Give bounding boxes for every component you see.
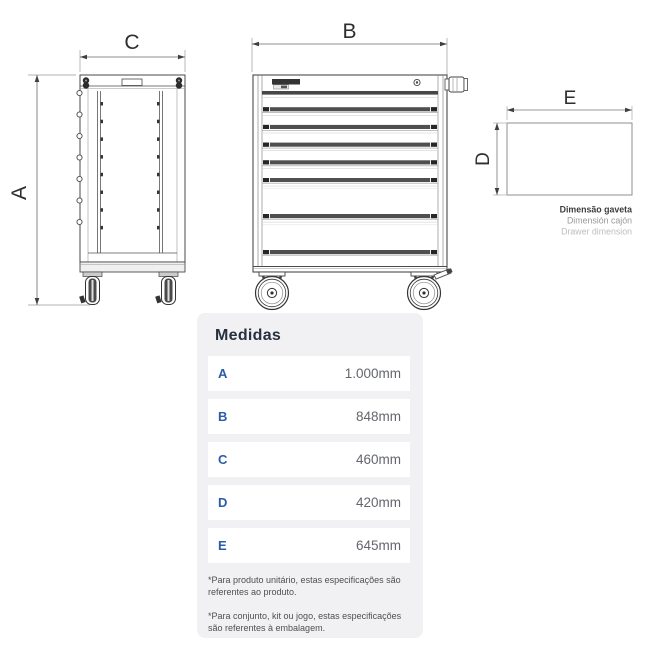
measure-value: 460mm xyxy=(355,452,401,467)
medidas-panel xyxy=(197,313,423,638)
cabinet-front-body xyxy=(253,75,468,272)
measure-value: 420mm xyxy=(355,495,401,510)
dimension-c xyxy=(80,31,185,72)
caster-front-right xyxy=(408,268,453,309)
measurement-row-d xyxy=(208,485,410,520)
caster-front-left xyxy=(256,272,289,310)
caption-pt: Dimensão gaveta xyxy=(559,204,632,215)
measure-value: 848mm xyxy=(355,409,401,424)
measurement-row-b xyxy=(208,399,410,434)
dimension-b xyxy=(252,20,447,75)
measure-letter: E xyxy=(218,538,227,553)
footnote-unit-product: *Para produto unitário, estas especificações são referentes ao produto. xyxy=(208,575,401,598)
front-view-drawing xyxy=(240,15,470,320)
measure-letter: B xyxy=(218,409,228,424)
measure-letter: A xyxy=(218,366,228,381)
dim-label-e: E xyxy=(563,88,577,109)
medidas-rows xyxy=(208,356,410,563)
dim-label-c: C xyxy=(124,31,140,54)
lock-icon xyxy=(414,79,420,85)
caster-side-right xyxy=(155,272,178,305)
dimension-e xyxy=(507,88,632,120)
dimension-d xyxy=(473,123,506,195)
cabinet-side-body xyxy=(77,75,185,272)
caption-en: Drawer dimension xyxy=(561,226,632,237)
dim-label-b: B xyxy=(342,20,357,43)
dimension-a xyxy=(8,75,90,305)
drawer-dimension-drawing xyxy=(460,85,645,245)
measure-letter: D xyxy=(218,495,228,510)
measure-value: 645mm xyxy=(355,538,401,553)
measurement-row-c xyxy=(208,442,410,477)
measure-letter: C xyxy=(218,452,228,467)
caster-side-left xyxy=(79,272,102,305)
top-handle xyxy=(122,79,142,86)
medidas-title: Medidas xyxy=(215,327,282,344)
measurement-row-a xyxy=(208,356,410,391)
dim-label-d: D xyxy=(473,152,494,166)
measure-value: 1.000mm xyxy=(344,366,401,381)
caption-es: Dimensión cajón xyxy=(566,215,632,226)
drawer-outline xyxy=(507,123,632,195)
footnote-set-packaging: *Para conjunto, kit ou jogo, estas especificações são referentes à embalagem. xyxy=(208,610,402,634)
drawer-dimension-captions xyxy=(560,205,632,237)
side-view-drawing xyxy=(10,25,210,320)
measurement-row-e xyxy=(208,528,410,563)
dim-label-a: A xyxy=(8,185,31,201)
